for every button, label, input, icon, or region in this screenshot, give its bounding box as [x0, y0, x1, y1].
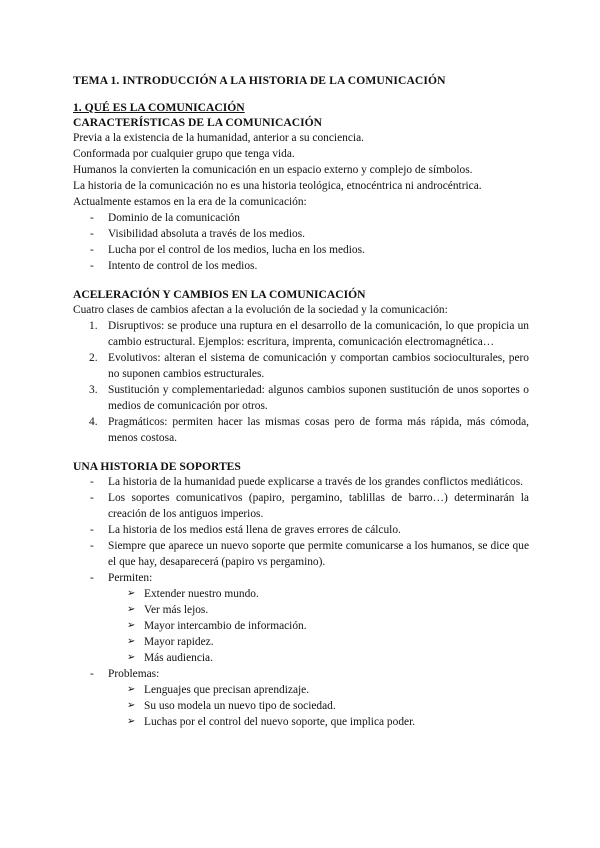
- sublist-item: ➢ Lenguajes que precisan aprendizaje.: [127, 684, 310, 696]
- sublist-item: ➢ Su uso modela un nuevo tipo de sociedad.: [127, 700, 336, 712]
- list-item: [73, 318, 529, 350]
- arrow-bullet-icon: ➢: [127, 652, 136, 663]
- list-item: - Visibilidad absoluta a través de los medios.: [73, 226, 529, 242]
- section3-heading: UNA HISTORIA DE SOPORTES: [73, 460, 241, 473]
- arrow-bullet-icon: ➢: [127, 620, 136, 631]
- list-item: - La historia de los medios está llena de graves errores de cálculo.: [73, 522, 529, 538]
- sublist-item: ➢ Mayor rapidez.: [127, 636, 214, 648]
- list-item: - Lucha por el control de los medios, lucha en los medios.: [73, 242, 529, 258]
- list-item: - Los soportes comunicativos (papiro, pergamino, tablillas de barro…) determinarán la creación de los antiguos imperios.: [73, 490, 529, 522]
- list-number: 2.: [89, 352, 98, 364]
- list-item: [73, 414, 529, 446]
- list-text: Sustitución y complementariedad: algunos cambios suponen sustitución de unos soportes o medios de comunicación por otros.: [108, 384, 529, 412]
- sublist-item: ➢ Extender nuestro mundo.: [127, 588, 259, 600]
- list-text: Disruptivos: se produce una ruptura en el desarrollo de la comunicación, lo que propicia un cambio estructural. Ejemplos: escritura, imprenta, comunicación electromagnética…: [108, 320, 529, 348]
- sublist-item: ➢ Mayor intercambio de información.: [127, 620, 307, 632]
- list-item: [73, 350, 529, 382]
- paragraph: La historia de la comunicación no es una historia teológica, etnocéntrica ni androcéntrica.: [73, 180, 482, 192]
- section3-bullet-list: [73, 474, 529, 586]
- list-number: 3.: [89, 384, 98, 396]
- list-number: 4.: [89, 416, 98, 428]
- sublist-item: ➢ Luchas por el control del nuevo soporte, que implica poder.: [127, 716, 416, 728]
- list-number: 1.: [89, 320, 98, 332]
- section1-bullet-list: [73, 210, 529, 274]
- arrow-bullet-icon: ➢: [127, 588, 136, 599]
- sublist-item: ➢ Más audiencia.: [127, 652, 213, 664]
- paragraph: Conformada por cualquier grupo que tenga vida.: [73, 148, 295, 160]
- list-text: Evolutivos: alteran el sistema de comunicación y comportan cambios socioculturales, pero no suponen cambios estructurales.: [108, 352, 529, 380]
- problemas-sublist: [73, 682, 529, 730]
- paragraph: Actualmente estamos en la era de la comunicación:: [73, 196, 307, 208]
- arrow-bullet-icon: ➢: [127, 604, 136, 615]
- paragraph: Humanos la convierten la comunicación en un espacio externo y complejo de símbolos.: [73, 164, 473, 176]
- list-item: - Dominio de la comunicación: [73, 210, 529, 226]
- arrow-bullet-icon: ➢: [127, 700, 136, 711]
- list-item: - Siempre que aparece un nuevo soporte que permite comunicarse a los humanos, se dice que el que hay, desaparecerá (papiro vs pergamino).: [73, 538, 529, 570]
- list-item-permiten: - Permiten:: [73, 570, 529, 586]
- sublist-item: ➢ Ver más lejos.: [127, 604, 209, 616]
- document-body: [73, 73, 529, 730]
- list-item-problemas: - Problemas:: [73, 666, 529, 682]
- arrow-bullet-icon: ➢: [127, 684, 136, 695]
- paragraph: Previa a la existencia de la humanidad, anterior a su conciencia.: [73, 132, 364, 144]
- section1-subheading: CARACTERÍSTICAS DE LA COMUNICACIÓN: [73, 116, 322, 129]
- section2-heading: ACELERACIÓN Y CAMBIOS EN LA COMUNICACIÓN: [73, 288, 366, 301]
- section1-heading: 1. QUÉ ES LA COMUNICACIÓN: [73, 101, 245, 114]
- section2-numbered-list: [73, 318, 529, 446]
- section2-intro: Cuatro clases de cambios afectan a la evolución de la sociedad y la comunicación:: [73, 304, 448, 316]
- list-item: - Intento de control de los medios.: [73, 258, 529, 274]
- problemas-list: [73, 666, 529, 682]
- permiten-sublist: [73, 586, 529, 666]
- list-text: Pragmáticos: permiten hacer las mismas cosas pero de forma más rápida, más cómoda, menos costosa.: [108, 416, 529, 444]
- document-title: TEMA 1. INTRODUCCIÓN A LA HISTORIA DE LA COMUNICACIÓN: [73, 74, 446, 87]
- list-item: - La historia de la humanidad puede explicarse a través de los grandes conflictos mediáticos.: [73, 474, 529, 490]
- arrow-bullet-icon: ➢: [127, 716, 136, 727]
- arrow-bullet-icon: ➢: [127, 636, 136, 647]
- list-item: [73, 382, 529, 414]
